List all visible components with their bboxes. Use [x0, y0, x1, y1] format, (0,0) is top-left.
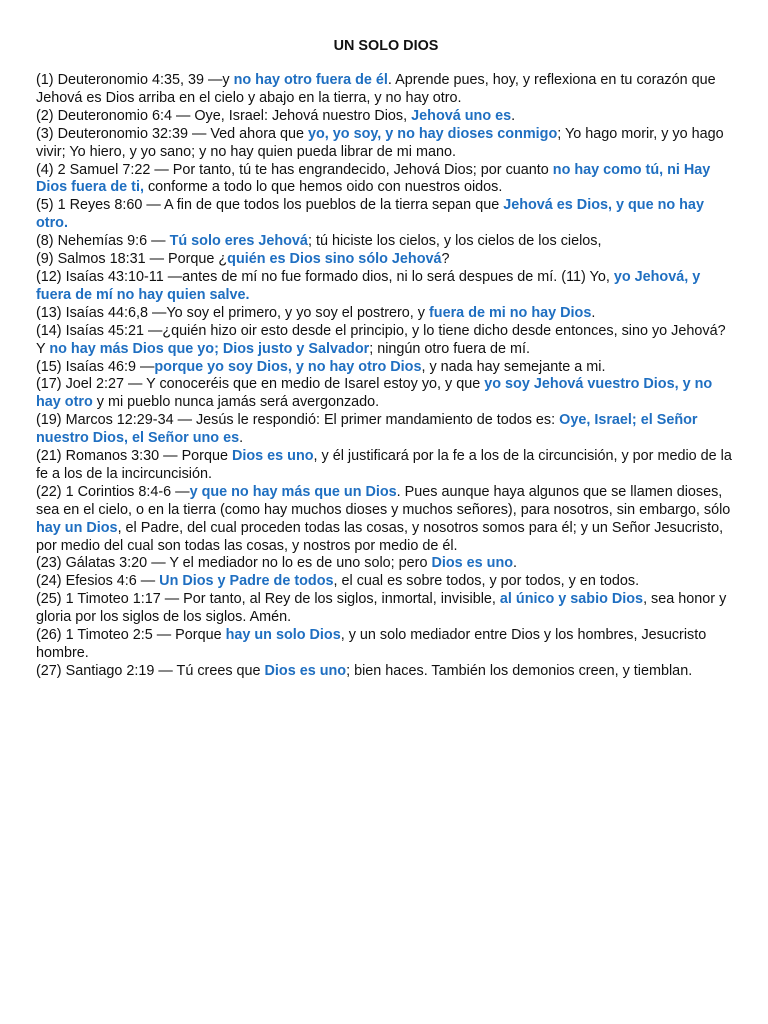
verse-text: .: [511, 107, 516, 124]
verse-text: . Aprende pues, hoy, y reflexiona en tu corazón que Jehová es Dios arriba en el cielo y abajo en la tierra, y no hay otro.: [36, 72, 716, 106]
verse-text: , el cual es sobre todos, y por todos, y en todos.: [333, 573, 640, 590]
verse-text: (9) Salmos 18:31 — Porque ¿: [36, 251, 228, 268]
verse-text: , y un solo mediador entre Dios y los hombres, Jesucristo hombre.: [36, 627, 707, 661]
highlighted-phrase: no hay otro fuera de él: [233, 72, 388, 88]
verse-text: (4) 2 Samuel 7:22 — Por tanto, tú te has engrandecido, Jehová Dios; por cuanto: [36, 161, 553, 178]
verse-text: conforme a todo lo que hemos oido con nuestros oidos.: [143, 179, 503, 196]
verse-text: (12) Isaías 43:10-11 —antes de mí no fue formado dios, ni lo será despues de mí. (11) Yo,: [36, 268, 614, 285]
verse-text: (22) 1 Corintios 8:4-6 —: [36, 483, 190, 500]
verse-text: ; tú hiciste los cielos, y los cielos de los cielos,: [307, 233, 602, 250]
verse-text: .: [591, 304, 596, 321]
verse-entry: [36, 162, 736, 198]
highlighted-phrase: Oye, Israel; el Señor nuestro Dios, el Señor uno es: [36, 412, 698, 447]
verse-text: .: [513, 555, 518, 572]
highlighted-phrase: Tú solo eres Jehová: [169, 233, 308, 250]
verse-text: ; bien haces. También los demonios creen, y tiemblan.: [346, 662, 693, 679]
highlighted-phrase: hay un solo Dios: [225, 627, 341, 644]
page-title: UN SOLO DIOS: [333, 38, 439, 54]
verse-entry: [36, 251, 736, 269]
verse-text: (25) 1 Timoteo 1:17 — Por tanto, al Rey de los siglos, inmortal, invisible,: [36, 591, 500, 608]
verse-entry: [36, 555, 736, 573]
verse-entry: [36, 197, 736, 233]
verse-text: (21) Romanos 3:30 — Porque: [36, 448, 232, 465]
highlighted-phrase: Un Dios y Padre de todos: [159, 573, 334, 590]
highlighted-phrase: Dios es uno: [264, 662, 347, 679]
verse-text: (14) Isaías 45:21 —¿quién hizo oir esto desde el principio, y lo tiene dicho desde entonces, sino yo Jehová? Y: [36, 322, 726, 357]
verse-text: , el Padre, del cual proceden todas las cosas, y nosotros somos para él; y un Señor Jesucristo, por medio del cual son todas las cosas, y nostros por medio de él.: [36, 519, 724, 554]
verse-text: (19) Marcos 12:29-34 — Jesús le respondió: El primer mandamiento de todos es:: [36, 412, 560, 429]
verse-entry: [36, 591, 736, 627]
highlighted-phrase: Dios es uno: [231, 448, 314, 465]
verse-text: , sea honor y gloria por los siglos de los siglos. Amén.: [36, 591, 727, 626]
highlighted-phrase: al único y sabio Dios: [499, 591, 644, 608]
verse-entry: [36, 627, 736, 663]
verse-entry: [36, 323, 736, 359]
verse-entry: [36, 484, 736, 556]
verse-entry: [36, 376, 736, 412]
highlighted-phrase: y que no hay más que un Dios: [189, 483, 397, 500]
verse-text: (23) Gálatas 3:20 — Y el mediador no lo es de uno solo; pero: [36, 555, 432, 572]
verse-entry: [36, 448, 736, 484]
verse-entry: [36, 269, 736, 305]
verse-entry: [36, 359, 736, 377]
verse-text: (13) Isaías 44:6,8 —Yo soy el primero, y yo soy el postrero, y: [36, 304, 429, 321]
verse-text: y mi pueblo nunca jamás será avergonzado.: [92, 394, 380, 411]
verse-entry: [36, 108, 736, 126]
highlighted-phrase: Jehová uno es: [411, 107, 512, 124]
verse-text: (15) Isaías 46:9 —: [36, 358, 155, 375]
highlighted-phrase: no hay como tú, ni Hay Dios fuera de ti,: [36, 161, 711, 196]
verse-list: [36, 72, 736, 681]
verse-entry: [36, 663, 736, 681]
verse-text: (2) Deuteronomio 6:4 — Oye, Israel: Jehová nuestro Dios,: [36, 107, 412, 124]
verse-entry: [36, 573, 736, 591]
verse-text: , y él justificará por la fe a los de la circuncisión, y por medio de la fe a los de la incircuncisión.: [36, 448, 732, 482]
highlighted-phrase: yo, yo soy, y no hay dioses conmigo: [308, 125, 558, 142]
highlighted-phrase: hay un Dios: [36, 519, 118, 536]
verse-entry: [36, 412, 736, 448]
verse-entry: [36, 305, 736, 323]
highlighted-phrase: quién es Dios sino sólo Jehová: [227, 251, 442, 268]
highlighted-phrase: Jehová es Dios, y que no hay otro.: [36, 197, 704, 232]
verse-entry: [36, 126, 736, 162]
verse-text: (26) 1 Timoteo 2:5 — Porque: [36, 627, 226, 644]
verse-text: .: [239, 430, 244, 447]
verse-text: ; ningún otro fuera de mí.: [369, 340, 531, 357]
verse-text: (17) Joel 2:27 — Y conoceréis que en medio de Isarel estoy yo, y que: [36, 376, 485, 393]
verse-text: (3) Deuteronomio 32:39 — Ved ahora que: [36, 125, 308, 142]
highlighted-phrase: porque yo soy Dios, y no hay otro Dios: [154, 358, 422, 375]
verse-text: ?: [441, 251, 450, 268]
highlighted-phrase: no hay más Dios que yo; Dios justo y Salvador: [49, 340, 370, 357]
highlighted-phrase: fuera de mi no hay Dios: [429, 304, 592, 321]
verse-text: ; Yo hago morir, y yo hago vivir; Yo hiero, y yo sano; y no hay quien pueda librar de mi mano.: [36, 125, 724, 160]
verse-text: (27) Santiago 2:19 — Tú crees que: [36, 662, 265, 679]
verse-text: (1) Deuteronomio 4:35, 39 —y: [36, 72, 234, 88]
verse-text: , y nada hay semejante a mi.: [421, 358, 606, 375]
verse-text: (8) Nehemías 9:6 —: [36, 233, 170, 250]
verse-text: . Pues aunque haya algunos que se llamen dioses, sea en el cielo, o en la tierra (como hay muchos dioses y muchos señores), para nosotros, sin embargo, sólo: [36, 483, 731, 518]
highlighted-phrase: Dios es uno: [431, 555, 514, 572]
highlighted-phrase: yo soy Jehová vuestro Dios, y no hay otro: [36, 376, 713, 411]
verse-entry: [36, 72, 736, 108]
verse-text: (5) 1 Reyes 8:60 — A fin de que todos los pueblos de la tierra sepan que: [36, 197, 504, 214]
verse-entry: [36, 233, 736, 251]
verse-text: (24) Efesios 4:6 —: [36, 573, 160, 590]
document-page: [36, 37, 736, 681]
highlighted-phrase: yo Jehová, y fuera de mí no hay quien salve.: [36, 268, 701, 303]
